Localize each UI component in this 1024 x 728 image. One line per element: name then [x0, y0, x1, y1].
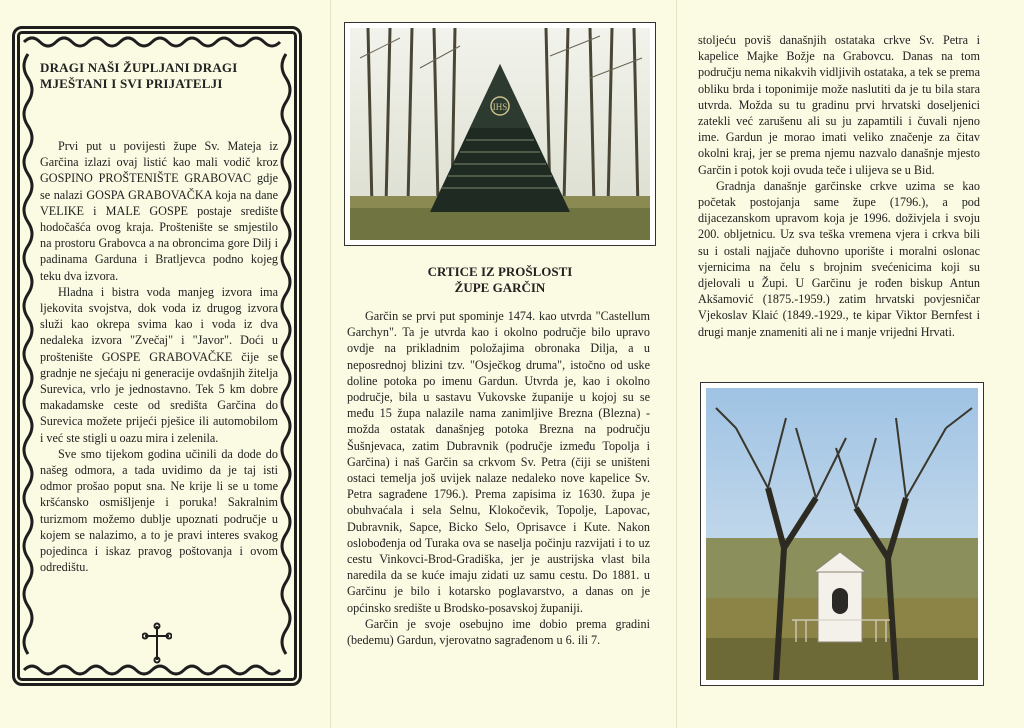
paragraph: Prvi put u povijesti župe Sv. Mateja iz Garčina izlazi ovaj listić kao mali vodič kroz GOSPINO PROŠTENIŠTE GRABOVAC gdje se nalazi GOSPA GRABOVAČKA koja na dane VELIKE i MALE GOSPE postaje središte hodočašća ovog kraja. Proštenište se smjestilo na prostoru Grabovca a na obroncima gore Dilj i padinama Garduna i Bratljevca podno kojeg teku dva izvora. — [40, 139, 278, 283]
greeting-heading: DRAGI NAŠI ŽUPLJANI DRAGI MJEŠTANI I SVI PRIJATELJI — [40, 60, 238, 91]
shrine-photo — [344, 22, 656, 246]
right-text-block — [698, 32, 980, 340]
paragraph: Gradnja današnje garčinske crkve uzima se kao početak postojanja same župe (1796.), a pod dijacezanskom upravom koja je 1996. doživjela i svoju 200. obljetnicu. Uz sva teška vremena vjera i crkva bili su i ostali najjače duhovno uporište i moralni oslonac vjernicima na čelu s brojnim svećenicima koji su djelovali u Župi. U Garčinu je rođen biskup Antun Akšamović (1875.-1959.) zatim hrvatski povjesničar Vjekoslav Klaić (1849.-1929., te kipar Viktor Bernfest i drugi manje znameniti ali ne i manje vrijedni Hrvati. — [698, 178, 980, 339]
paragraph: Garčin je svoje osebujno ime dobio prema gradini (bedemu) Gardun, vjerovatno sagrađenom u 6. ili 7. — [347, 616, 650, 648]
fold-line-left — [330, 0, 331, 728]
paragraph: Garčin se prvi put spominje 1474. kao utvrda "Castellum Garchyn". Ta je utvrda kao i okolno područje bilo upravo ovdje na prikladnim položajima obronaka Dilja, a u neposrednoj blizini tzv. "Osječkog druma", istočno od uske doline potoka po imenu Gardun. Utvrda je, kao i okolno područje, bila u sastavu Vukovske županije u kojoj su se među 15 župa nalazile nama zanimljive Brezna (Blezna) - možda ostatak današnjeg potoka Brezna na području Šušnjevaca, zatim Dubravnik (područje između Topolja i Garčina) i naš Garčin sa crkvom Sv. Petra (čiji se uništeni ostaci temelja još uvijek nalaze nedaleko nove kapelice Sv. Petra sagrađene 1796.). Prema zapisima iz 1630. župa je obuhvaćala i sela Selnu, Klokočevik, Topolje, Lapovac, Dubravnik, Sapce, Bicko Selo, Oprisavce i Kute. Nakon oslobođenja od Turaka ova se naselja počinju razvijati i to uz cestu Vinkovci-Brod-Gradiška, jer je austrijska vlast bila naredila da se kuće imaju zidati uz samu cestu. Do 1881. u Garčinu je bilo i kotarsko poglavarstvo, a danas on je općinsko središte u Brodsko-posavskoj županiji. — [347, 309, 650, 615]
title-line: CRTICE IZ PROŠLOSTI — [427, 264, 573, 279]
svg-text:IHS: IHS — [492, 102, 508, 112]
cross-icon — [142, 622, 172, 664]
fold-line-right — [676, 0, 677, 728]
chapel-photo — [700, 382, 984, 686]
paragraph: Sve smo tijekom godina učinili da dode do našeg odmora, a tada uvidimo da je taj isti odmor prošao poput sna. Ne krije li se u tome kršćansko osmišljenje i poruka! Sakralnim turizmom možemo dublje upoznati područje u kojem se nalazimo, a to je pravi interes svakog pojedinca i iskaz pravog poštovanja i ovom odredištu. — [40, 446, 278, 575]
left-panel — [40, 60, 278, 575]
left-text-block — [40, 138, 278, 575]
section-title — [340, 264, 660, 296]
title-line: ŽUPE GARČIN — [454, 280, 546, 295]
middle-text-block — [347, 308, 650, 648]
paragraph: stoljeću poviš današnjih ostataka crkve Sv. Petra i kapelice Majke Božje na Grabovcu. Danas na tom području nema nikakvih vidljivih ostataka, a tek se prema obliku brda i toponimije može naslutiti da je tu bila stara utvrda. Možda su tu gradinu prvi hrvatski doseljenici zatekli već zarušenu ali su ju zapamtili i čuvali njeno ime. Gardun je morao imati veliko značenje za čitav okolni kraj, jer se prema njemu nazvalo današnje mjesto Garčin i potok koji ovuda teče i ulijeva se u Bid. — [698, 33, 980, 177]
paragraph: Hladna i bistra voda manjeg izvora ima ljekovita svojstva, dok voda iz drugog izvora služi kao okrepa svima kao i voda iz dva nedalеka izvora "Zvečaj" i "Javor". Doći u proštenište GOSPE GRABOVAČKE čije se gradnje ne sjećaju ni generacije ovdašnjih žitelja Surevica, vrlo je jednostavno. Tek 5 km dobre makadamske ceste od središta Garčina do Surevica možete prijeći pješice ili automobilom i već ste stigli u oazu mira i zelenila. — [40, 284, 278, 445]
